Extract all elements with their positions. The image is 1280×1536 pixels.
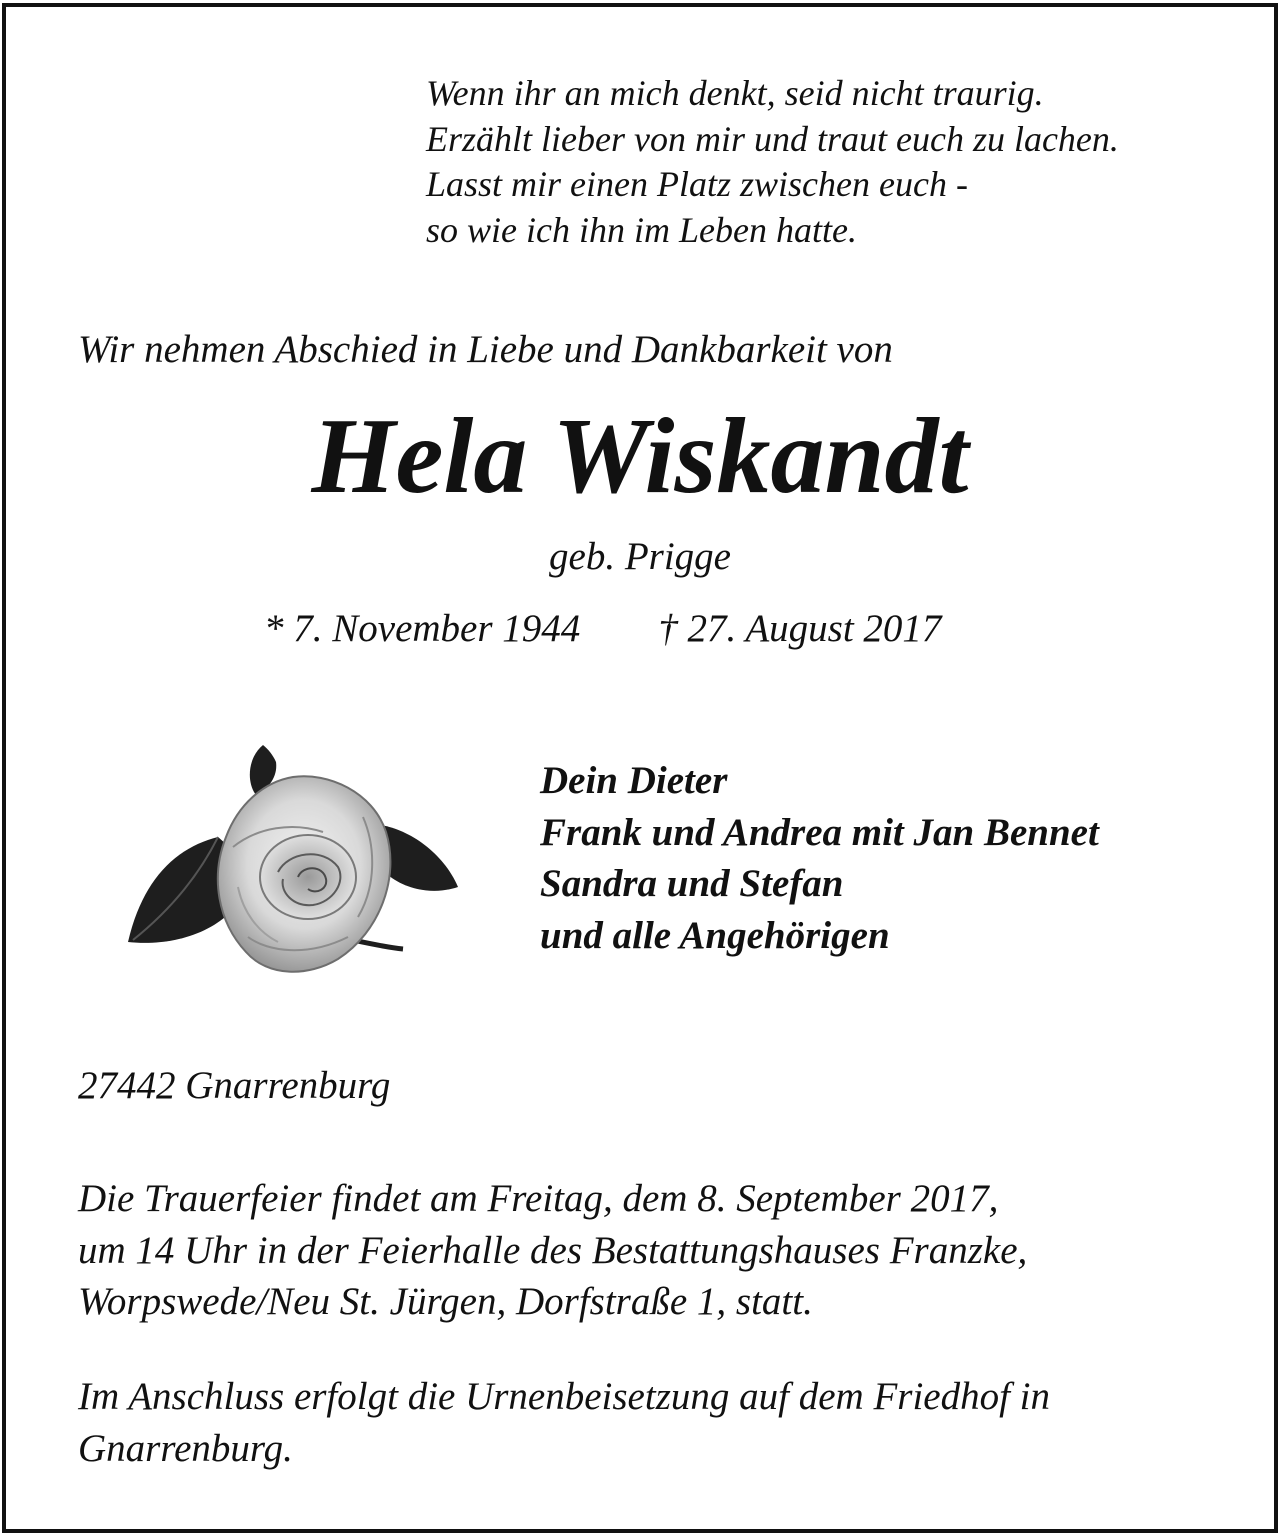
- burial-line: Gnarrenburg.: [78, 1426, 293, 1470]
- family-member: Dein Dieter: [540, 759, 728, 802]
- poem-line: Wenn ihr an mich denkt, seid nicht traurig.: [426, 73, 1044, 113]
- death-date: † 27. August 2017: [658, 607, 942, 650]
- poem: [426, 71, 1226, 253]
- obituary-frame: [2, 3, 1278, 1533]
- burial-info: [78, 1371, 1050, 1474]
- birth-date: * 7. November 1944: [264, 607, 581, 650]
- intro-text: Wir nehmen Abschied in Liebe und Dankbarkeit von: [78, 328, 893, 371]
- deceased-name: Hela Wiskandt: [311, 397, 969, 516]
- poem-line: Lasst mir einen Platz zwischen euch -: [426, 164, 968, 204]
- poem-line: Erzählt lieber von mir und traut euch zu lachen.: [426, 118, 1119, 159]
- ceremony-line: Die Trauerfeier findet am Freitag, dem 8. September 2017,: [78, 1177, 999, 1220]
- family-member: Sandra und Stefan: [540, 862, 844, 905]
- location: 27442 Gnarrenburg: [78, 1064, 391, 1107]
- family-list: [540, 755, 1099, 961]
- ceremony-line: Worpswede/Neu St. Jürgen, Dorfstraße 1, statt.: [78, 1280, 813, 1323]
- burial-line: Im Anschluss erfolgt die Urnenbeisetzung auf dem Friedhof in: [78, 1375, 1051, 1418]
- ceremony-info: [78, 1173, 1027, 1328]
- rose-icon: [118, 737, 468, 997]
- poem-line: so wie ich ihn im Leben hatte.: [426, 209, 857, 250]
- ceremony-line: um 14 Uhr in der Feierhalle des Bestattungshauses Franzke,: [78, 1228, 1028, 1272]
- family-member: Frank und Andrea mit Jan Bennet: [540, 810, 1099, 854]
- family-member: und alle Angehörigen: [540, 913, 890, 957]
- life-dates: [264, 605, 941, 653]
- birth-name: geb. Prigge: [549, 535, 731, 578]
